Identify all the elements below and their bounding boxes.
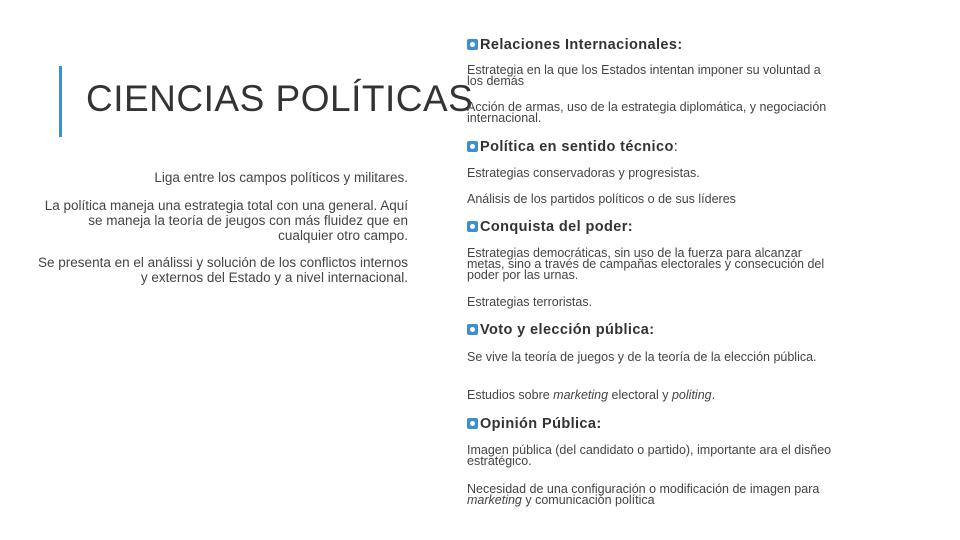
q-bullet-icon: [467, 418, 478, 429]
section-heading: Política en sentido técnico:: [467, 139, 678, 155]
title-accent-bar: [59, 66, 62, 137]
section-text: Estrategias democráticas, sin uso de la fuerza para alcanzar metas, sino a través de campañas electorales y consecución del poder por las urnas.: [467, 246, 825, 282]
section-text-rich: Estudios sobre marketing electoral y politing.: [467, 388, 716, 402]
section-heading: Voto y elección pública:: [467, 322, 655, 338]
slide-title: CIENCIAS POLÍTICAS: [86, 78, 474, 119]
section-text: Análisis de los partidos políticos o de sus líderes: [467, 192, 736, 206]
left-paragraph: Se presenta en el análissi y solución de los conflictos internos y externos del Estado y a nivel internacional.: [38, 255, 408, 285]
section-text-rich: Necesidad de una configuración o modificación de imagen para marketing y comunicación política: [467, 482, 820, 507]
section-text: Se vive la teoría de juegos y de la teoría de la elección pública.: [467, 350, 817, 364]
q-bullet-icon: [467, 39, 478, 50]
q-bullet-icon: [467, 221, 478, 232]
q-bullet-icon: [467, 324, 478, 335]
q-bullet-icon: [467, 141, 478, 152]
section-heading: Relaciones Internacionales:: [467, 37, 683, 53]
section-text: Estrategia en la que los Estados intentan imponer su voluntad a los demás: [467, 63, 821, 88]
section-text: Estrategias terroristas.: [467, 295, 593, 309]
section-heading: Conquista del poder:: [467, 219, 633, 235]
section-text: Imagen pública (del candidato o partido), importante ara el disñeo estratégico.: [467, 443, 832, 468]
left-paragraph: Liga entre los campos políticos y militares.: [154, 170, 408, 185]
section-text: Estrategias conservadoras y progresistas.: [467, 166, 700, 180]
section-text: Acción de armas, uso de la estrategia diplomática, y negociación internacional.: [467, 100, 827, 125]
section-heading: Opinión Pública:: [467, 416, 602, 432]
left-paragraph: La política maneja una estrategia total con una general. Aquí se maneja la teoría de jeugos con más fluidez que en cualquier otro campo.: [44, 198, 408, 243]
